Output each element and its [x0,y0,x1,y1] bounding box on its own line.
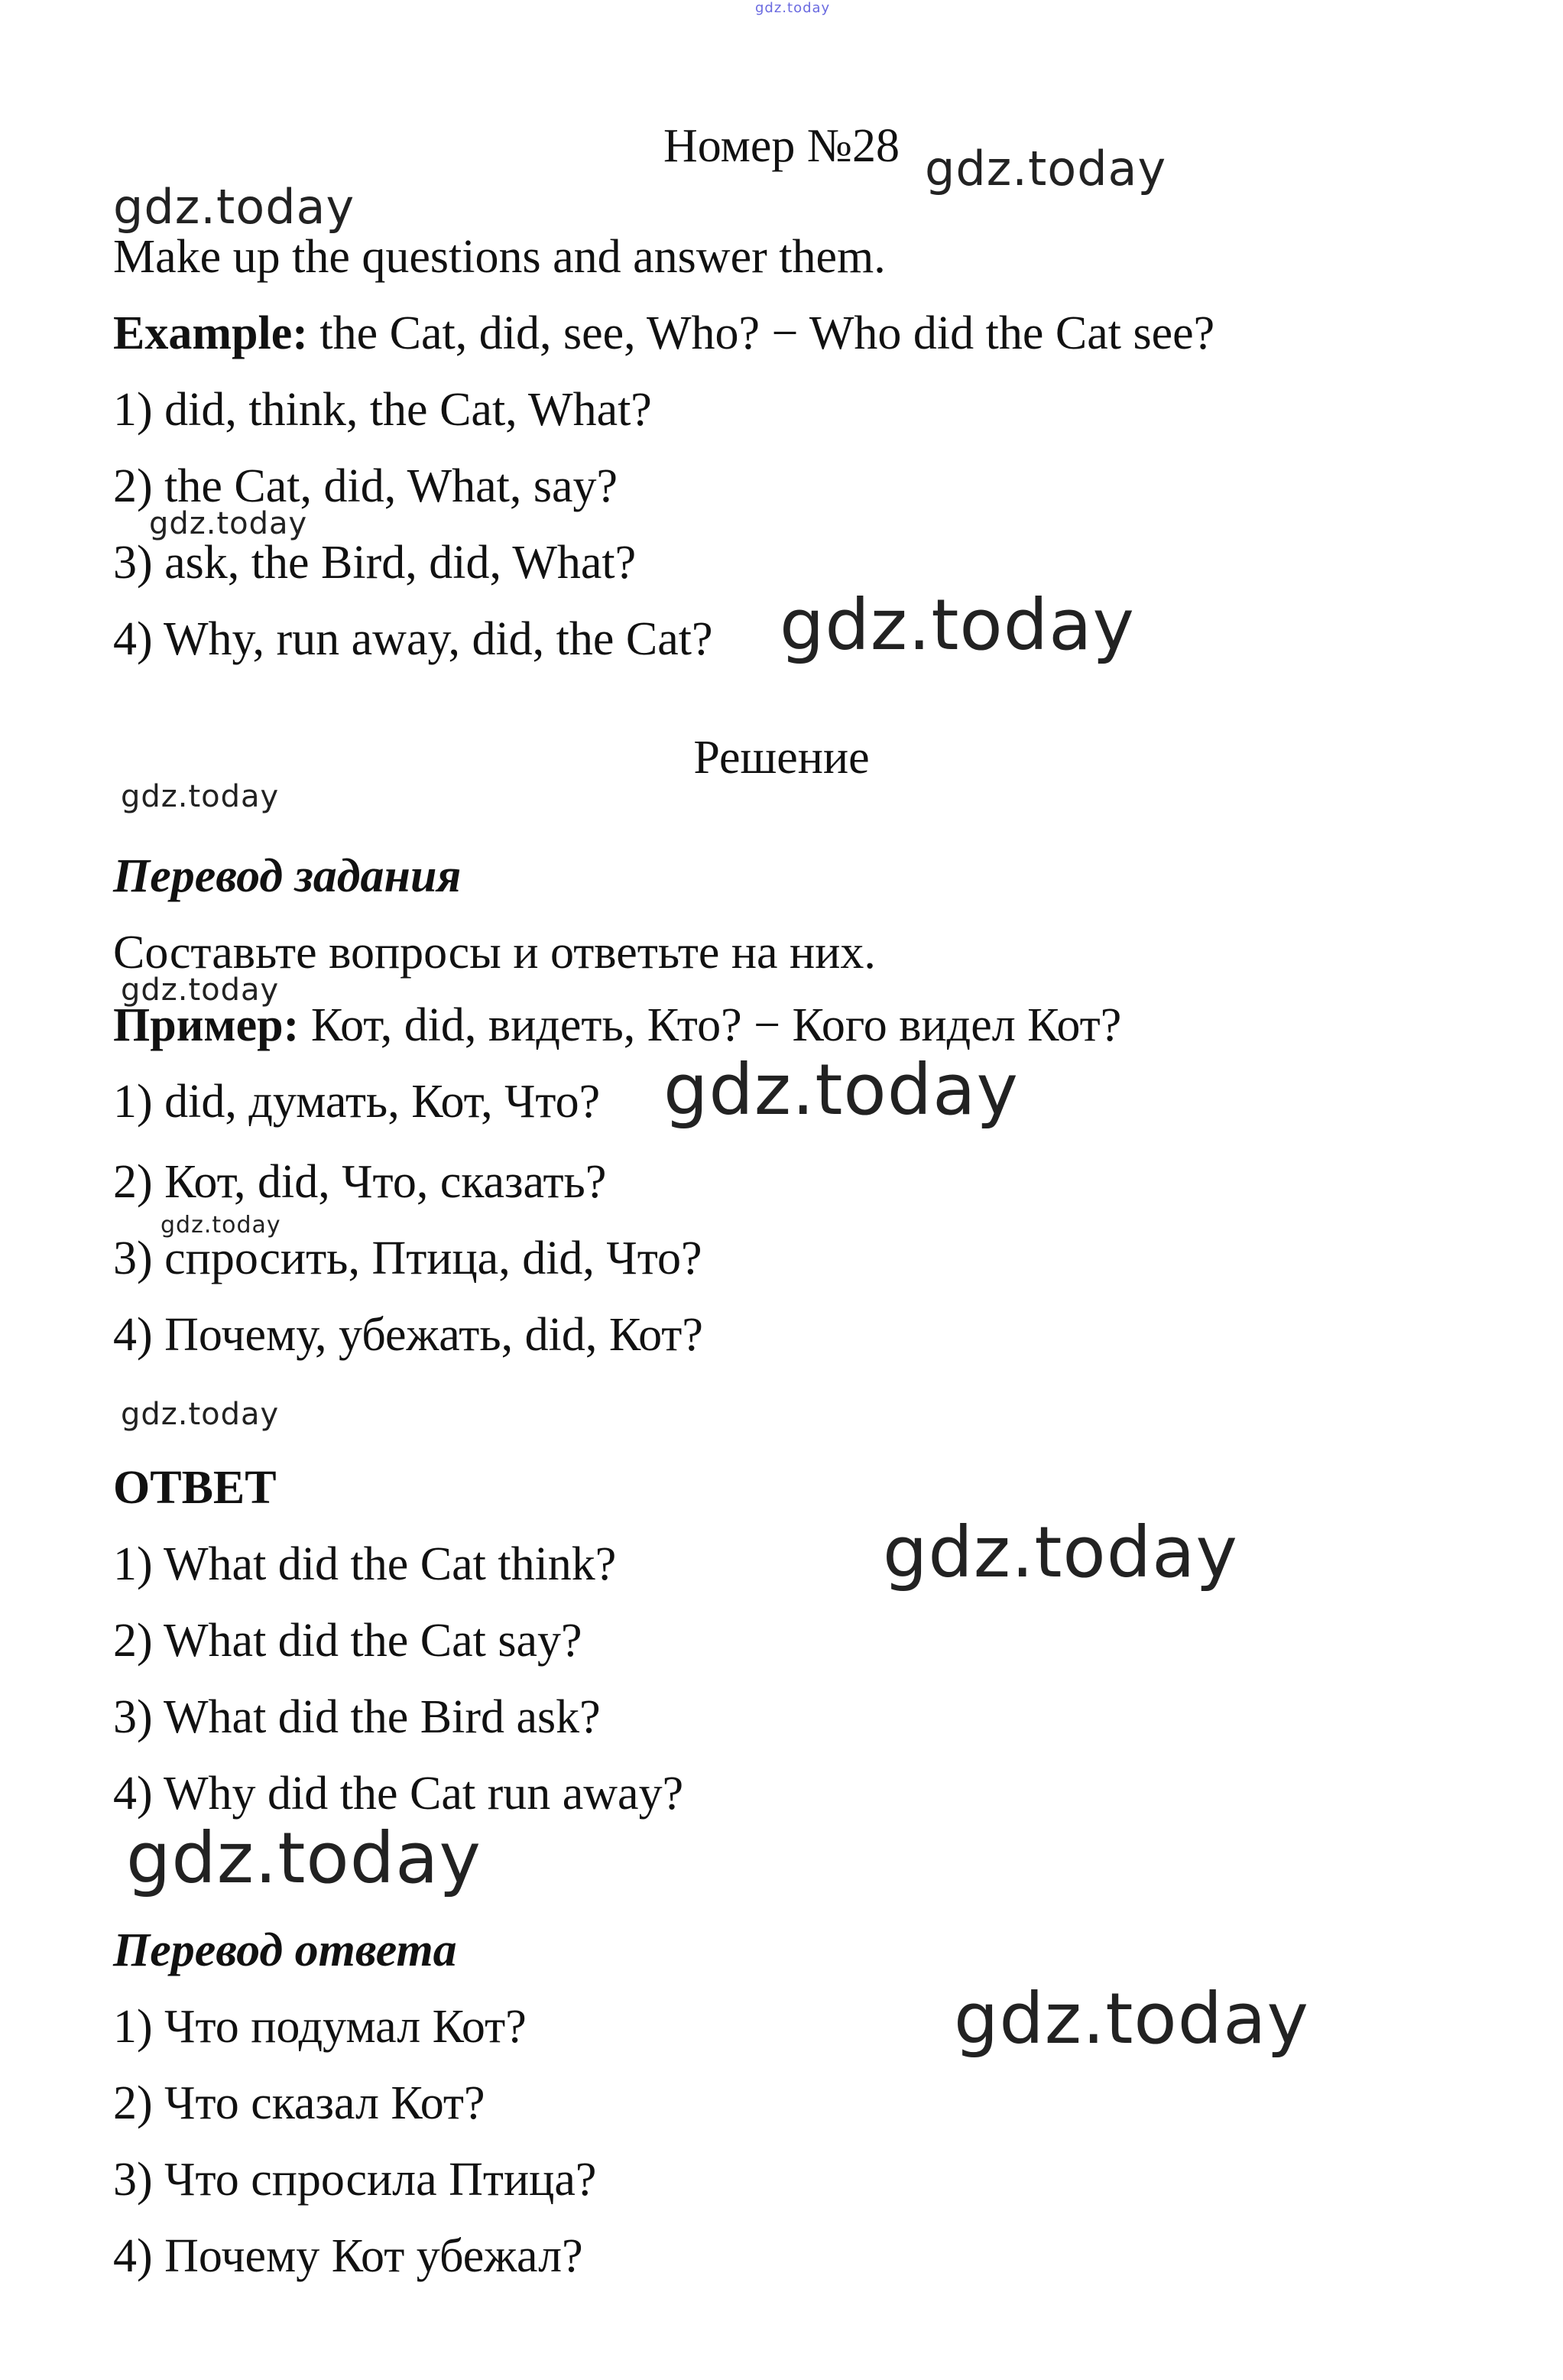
watermark: gdz.today [126,1817,482,1899]
task-item: 1) did, think, the Cat, What? [113,384,652,436]
task-example [113,307,1215,359]
example-text: the Cat, did, see, Who? − Who did the Cat see? [319,307,1215,359]
translation-instruction: Составьте вопросы и ответьте на них. [113,927,876,979]
watermark: gdz.today [161,1212,281,1239]
answer-item: 2) What did the Cat say? [113,1615,582,1667]
answer-item: 3) What did the Bird ask? [113,1691,601,1743]
answer-translation-item: 3) Что спросила Птица? [113,2154,597,2206]
translation-item: 2) Кот, did, Что, сказать? [113,1156,607,1208]
answer-heading: ОТВЕТ [113,1462,277,1514]
answer-translation-item: 1) Что подумал Кот? [113,2001,527,2053]
watermark-top: gdz.today [755,0,831,16]
translation-item: 3) спросить, Птица, did, Что? [113,1232,702,1284]
translation-item: 4) Почему, убежать, did, Кот? [113,1309,703,1361]
task-instruction: Make up the questions and answer them. [113,231,886,283]
translation-example-text: Кот, did, видеть, Кто? − Кого видел Кот? [310,999,1122,1051]
watermark: gdz.today [149,506,308,541]
task-item: 4) Why, run away, did, the Cat? [113,613,713,665]
page-title: Номер №28 [663,120,900,172]
watermark: gdz.today [663,1049,1019,1131]
translation-example-label: Пример: [113,999,300,1051]
watermark: gdz.today [780,584,1135,666]
watermark: gdz.today [121,972,280,1008]
watermark: gdz.today [121,779,280,814]
solution-heading: Решение [693,732,870,784]
answer-translation-item: 2) Что сказал Кот? [113,2077,485,2129]
answer-translation-heading: Перевод ответа [113,1924,457,1976]
example-label: Example: [113,307,308,359]
translation-heading: Перевод задания [113,850,462,902]
answer-item: 1) What did the Cat think? [113,1538,617,1590]
task-item: 2) the Cat, did, What, say? [113,460,618,512]
translation-example [113,999,1122,1051]
task-item: 3) ask, the Bird, did, What? [113,537,637,589]
watermark: gdz.today [954,1978,1309,2060]
watermark: gdz.today [113,179,355,235]
answer-item: 4) Why did the Cat run away? [113,1768,684,1820]
watermark: gdz.today [121,1397,280,1432]
answer-translation-item: 4) Почему Кот убежал? [113,2230,583,2282]
watermark: gdz.today [925,141,1167,196]
translation-item: 1) did, думать, Кот, Что? [113,1076,601,1128]
watermark: gdz.today [883,1511,1238,1593]
